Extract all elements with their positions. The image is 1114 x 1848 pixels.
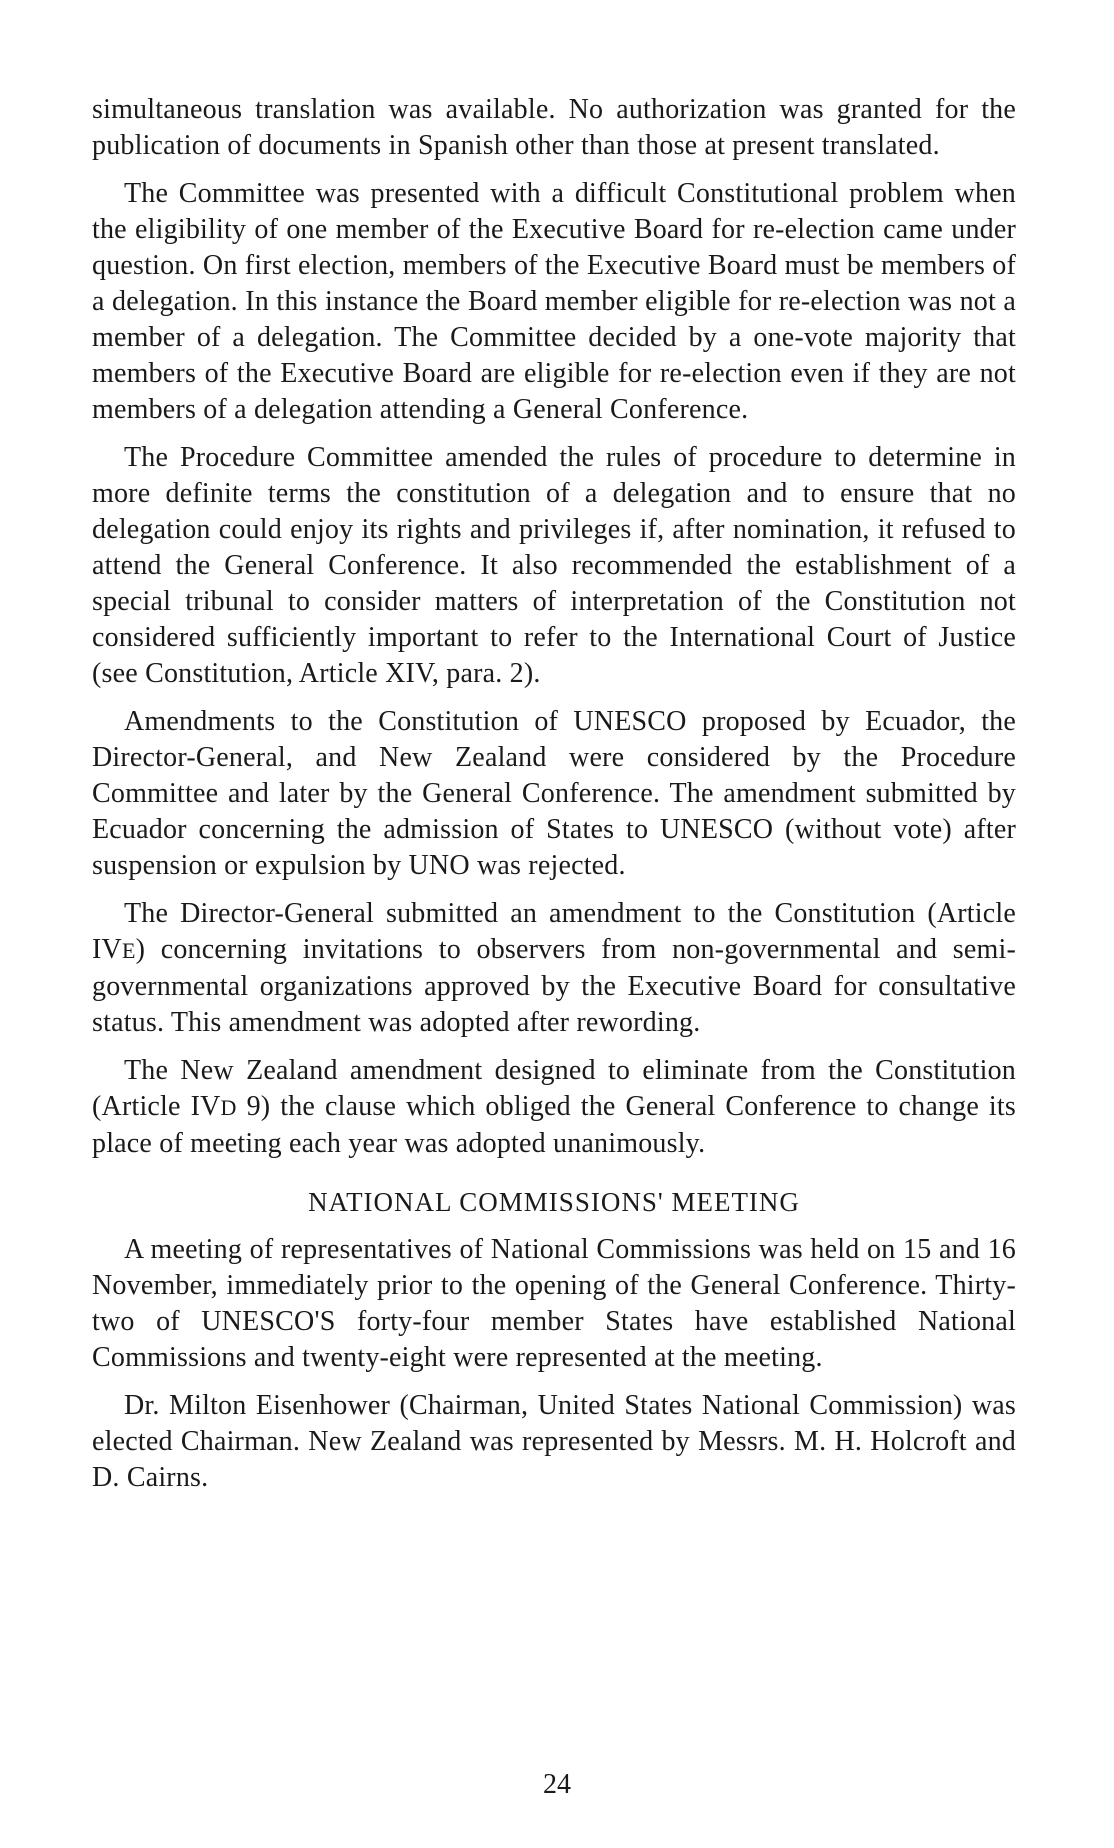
page-number: 24 (543, 1769, 571, 1800)
paragraph-new-zealand-amendment (92, 1053, 1016, 1162)
paragraph-text-part: 9) the clause which obliged the General Conference to change its place of meeting each year was adopted unanimously. (92, 1091, 1016, 1159)
paragraph-executive-board: The Committee was presented with a difficult Constitutional problem when the eligibility of one member of the Executive Board for re-election came under question. On first election, members of the Executive Board must be members of a delegation. In this instance the Board member eligible for re-election was not a member of a delegation. The Committee decided by a one-vote majority that members of the Executive Board are eligible for re-election even if they are not members of a delegation attending a General Conference. (92, 178, 1016, 425)
page-body (92, 92, 1016, 1508)
section-heading: NATIONAL COMMISSIONS' MEETING (308, 1187, 800, 1217)
article-subsection-letter: D (220, 1095, 237, 1120)
paragraph-translation: simultaneous translation was available. No authorization was granted for the publication of documents in Spanish other than those at present translated. (92, 94, 1016, 161)
paragraph-amendments: Amendments to the Constitution of UNESCO proposed by Ecuador, the Director-General, and New Zealand were considered by the Procedure Committee and later by the General Conference. The amendment submitted by Ecuador concerning the admission of States to UNESCO (without vote) after suspension or expulsion by UNO was rejected. (92, 706, 1016, 881)
paragraph-procedure-committee: The Procedure Committee amended the rules of procedure to determine in more definite terms the constitution of a delegation and to ensure that no delegation could enjoy its rights and privileges if, after nomination, it refused to attend the General Conference. It also recommended the establishment of a special tribunal to consider matters of interpretation of the Constitution not considered sufficiently important to refer to the International Court of Justice (see Constitution, Article XIV, para. 2). (92, 442, 1016, 689)
paragraph-text-part: ) concerning invitations to observers from non-governmental and semi-governmental organizations approved by the Executive Board for consultative status. This amendment was adopted after rewording. (92, 934, 1016, 1038)
paragraph-director-general-amendment (92, 896, 1016, 1041)
paragraph-chairman: Dr. Milton Eisenhower (Chairman, United States National Commission) was elected Chairman. New Zealand was represented by Messrs. M. H. Holcroft and D. Cairns. (92, 1390, 1016, 1493)
paragraph-commissions-meeting: A meeting of representatives of National Commissions was held on 15 and 16 November, immediately prior to the opening of the General Conference. Thirty-two of UNESCO'S forty-four member States have established National Commissions and twenty-eight were represented at the meeting. (92, 1234, 1016, 1373)
paragraph-text-part: The Director-General submitted an amendment to the Constitution (Article IV (92, 898, 1016, 965)
paragraph-text-part: The New Zealand amendment designed to eliminate from the Constitution (Article IV (92, 1055, 1016, 1122)
article-subsection-letter: E (121, 938, 136, 963)
